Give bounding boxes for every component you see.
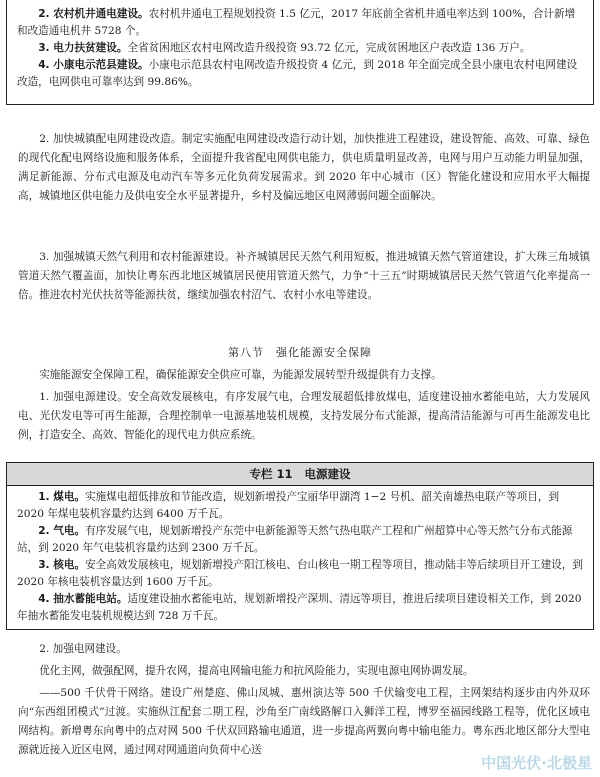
box-item	[17, 6, 585, 40]
info-box-rural-power	[6, 0, 594, 105]
section-heading: 第八节 强化能源安全保障	[228, 346, 372, 359]
paragraph-energy-security: 实施能源安全保障工程，确保能源安全供应可靠，为能源发展转型升级提供有力支撑。	[39, 369, 442, 381]
box-item-text: 实施煤电超低排放和节能改造，规划新增投产宝丽华甲湖湾 1−2 号机、韶关南雄热电联产等项目，到 2020 年煤电装机容量约达到 6400 万千瓦。	[17, 491, 560, 520]
box-item-title: 2. 气电。	[38, 525, 86, 537]
box-item-title: 2. 农村机井通电建设。	[38, 8, 149, 20]
box-item-text: 小康电示范县农村电网改造升级投资 4 亿元，到 2018 年全面完成全县小康电农村电网建设改造，电网供电可靠率达到 99.86%。	[17, 59, 578, 88]
paragraph-grid-construction: 2. 加强电网建设。	[39, 643, 127, 655]
box-item-title: 4. 抽水蓄能电站。	[38, 593, 128, 605]
box-item	[17, 40, 585, 57]
box-item-title: 1. 煤电。	[38, 491, 86, 503]
box-item-title: 4. 小康电示范县建设。	[38, 59, 149, 71]
column-title: 电源建设	[304, 467, 351, 481]
box-item	[17, 57, 585, 91]
paragraph-natural-gas: 3. 加强城镇天然气利用和农村能源建设。补齐城镇居民天然气利用短板，推进城镇天然气管道建设，扩大珠三角城镇管道天然气覆盖面，加快让粤东西北地区城镇居民使用管道天然气，力争“十三五”时期城镇居民天然气管道气化率提高一倍。推进农村光伏扶贫等能源扶贫，继续加强农村沼气、农村小水电等建设。	[18, 251, 590, 301]
box-item-text: 安全高效发展核电，规划新增投产阳江核电、台山核电一期工程等项目，推动陆丰等后续项目开工建设，到 2020 年核电装机容量达到 1600 万千瓦。	[17, 559, 583, 588]
box-item-text: 有序发展气电，规划新增投产东莞中电新能源等天然气热电联产工程和广州超算中心等天然气分布式能源站，到 2020 年气电装机容量约达到 2300 万千瓦。	[17, 525, 573, 554]
column-label: 专栏 11	[249, 467, 293, 481]
column-box-power-source	[6, 462, 594, 630]
column-box-header	[7, 463, 593, 486]
box-item	[17, 489, 585, 523]
paragraph-grid-optimize: 优化主网，做强配网，提升农网，提高电网输电能力和抗风险能力，实现电源电网协调发展。	[39, 665, 474, 677]
box-item-text: 农村机井通电工程规划投资 1.5 亿元，2017 年底前全省机井通电率达到 100%，合计新增和改造通电机井 5728 个。	[17, 8, 576, 37]
paragraph-urban-grid: 2. 加快城镇配电网建设改造。制定实施配电网建设改造行动计划，加快推进工程建设，建设智能、高效、可靠、绿色的现代化配电网络设施和服务体系，全面提升我省配电网供电能力，供电质量明显改善，电网与用户互动能力明显加强，满足新能源、分布式电源及电动汽车等多元化负荷发展需求。到 2020 年中心城市（区）智能化建设和应用水平大幅提高，城镇地区供电能力及供电安全水平显著提升，乡村及偏远地区电网薄弱问题全面解决。	[18, 133, 590, 202]
box-item	[17, 523, 585, 557]
box-item-text: 适度建设抽水蓄能电站，规划新增投产深圳、清远等项目，推进后续项目建设相关工作，到 2020 年抽水蓄能发电装机规模达到 728 万千瓦。	[17, 593, 582, 622]
watermark-logo: 中国光伏·北极星	[481, 754, 592, 772]
paragraph-power-source: 1. 加强电源建设。安全高效发展核电，有序发展气电，合理发展超低排放煤电，适度建设抽水蓄能电站，大力发展风电、光伏发电等可再生能源，合理控制单一电源基地装机规模，支持发展分布式能源，提高清洁能源与可再生能源发电比例，打造安全、高效、智能化的现代电力供应系统。	[18, 391, 590, 441]
box-item-title: 3. 电力扶贫建设。	[38, 42, 128, 54]
box-item-text: 全省贫困地区农村电网改造升级投资 93.72 亿元，完成贫困地区户表改造 136 万户。	[127, 42, 531, 54]
paragraph-500kv-network: ——500 千伏骨干网络。建设广州楚庭、佛山凤城、惠州演达等 500 千伏输变电工程，主网架结构逐步由内外双环向“东西组团模式”过渡。实施纵江配套二期工程，沙角至广南线路解口入狮洋工程，博罗至福园线路工程等，优化区域电网结构。新增粤东向粤中的点对网 500 千伏双回路输电通道，进一步提高两翼向粤中输电能力。粤东西北地区部分大型电源就近接入近区电网，通过网对网通道向负荷中心送	[18, 687, 590, 756]
box-item	[17, 591, 585, 625]
box-item-title: 3. 核电。	[38, 559, 86, 571]
box-item	[17, 557, 585, 591]
